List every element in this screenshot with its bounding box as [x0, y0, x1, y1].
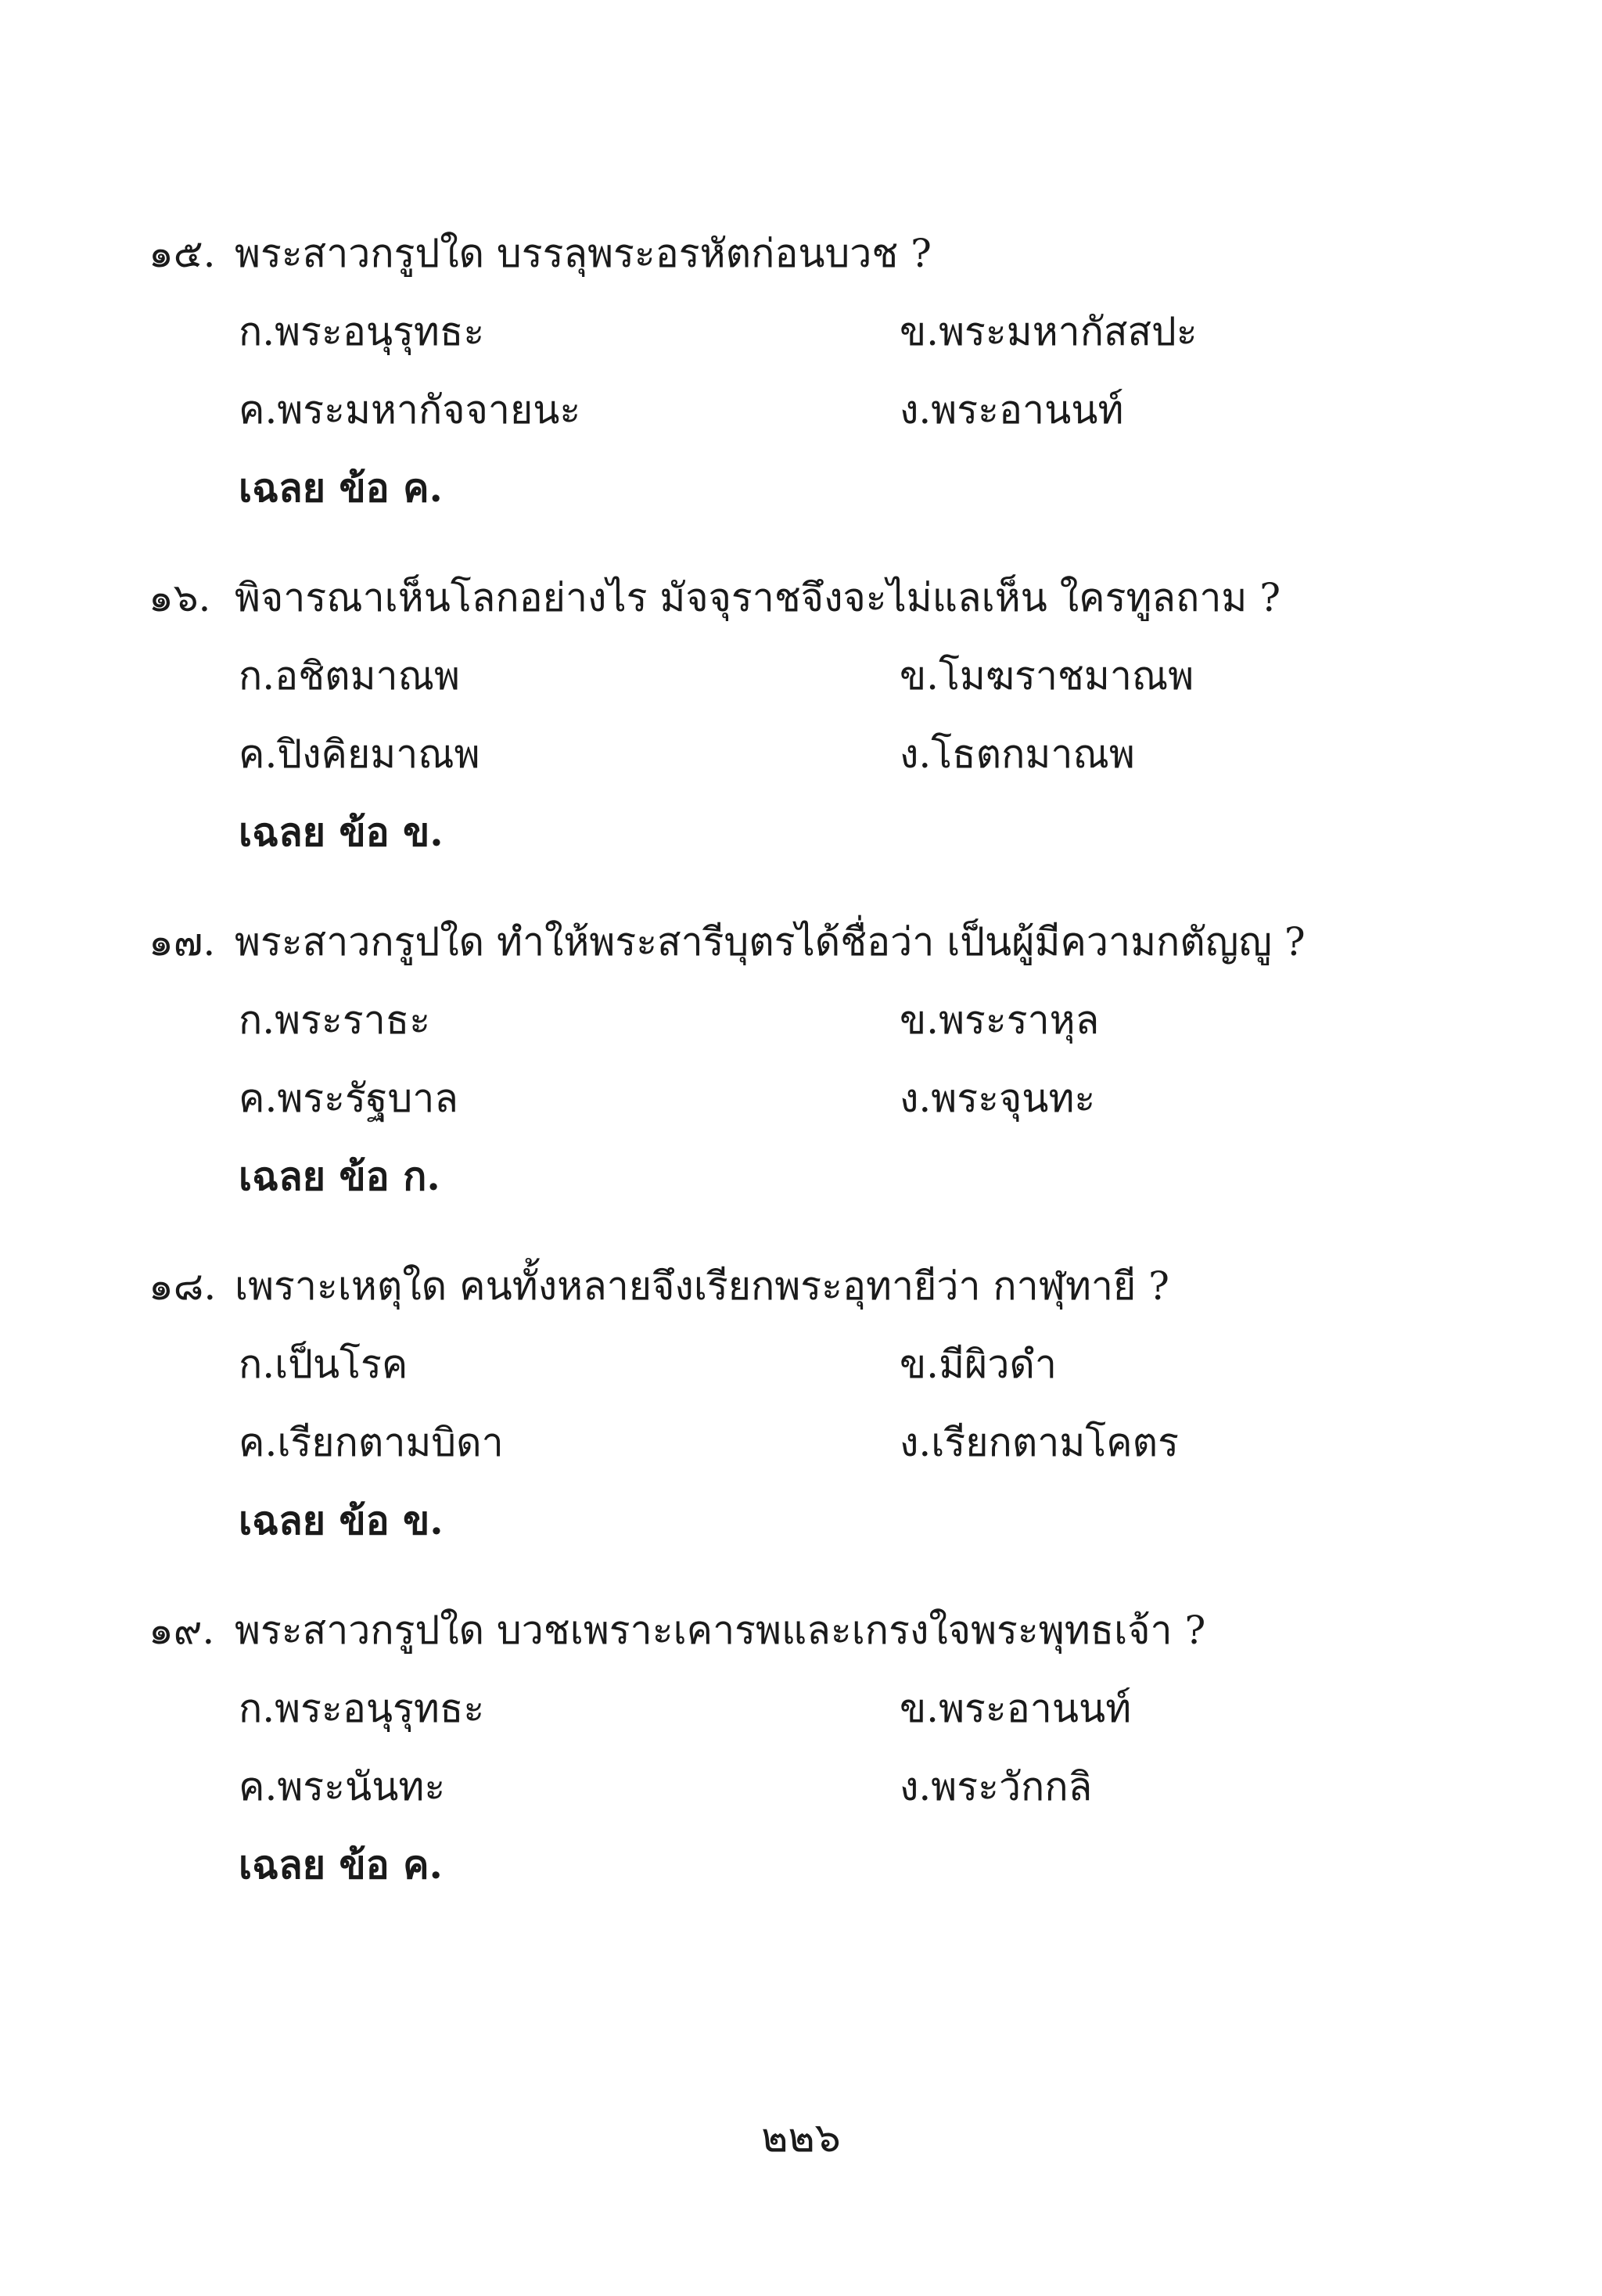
option-b: ข.มีผิวดำ — [900, 1342, 1057, 1387]
option-row — [149, 1756, 1478, 1834]
question-number: ๑๖. — [149, 575, 211, 620]
option-b: ข.โมฆราชมาณพ — [900, 653, 1194, 699]
option-d: ง.เรียกตามโคตร — [900, 1420, 1179, 1465]
question-number: ๑๗. — [149, 919, 216, 965]
question-line — [149, 1256, 1478, 1334]
option-row — [149, 301, 1478, 379]
option-c: ค.พระมหากัจจายนะ — [239, 387, 581, 433]
question-text: เพราะเหตุใด คนทั้งหลายจึงเรียกพระอุทายีว่า กาฬุทายี ? — [235, 1263, 1169, 1309]
question-text: พระสาวกรูปใด บวชเพราะเคารพและเกรงใจพระพุทธเจ้า ? — [235, 1608, 1206, 1653]
option-c: ค.ปิงคิยมาณพ — [239, 731, 480, 777]
answer-line: เฉลย ข้อ ข. — [239, 1497, 444, 1543]
option-row — [149, 1678, 1478, 1756]
question-line — [149, 1600, 1478, 1678]
option-b: ข.พระอานนท์ — [900, 1686, 1132, 1731]
answer-line: เฉลย ข้อ ค. — [239, 1841, 443, 1888]
option-b: ข.พระมหากัสสปะ — [900, 309, 1198, 354]
option-a: ก.พระอนุรุทธะ — [239, 309, 485, 354]
option-c: ค.เรียกตามบิดา — [239, 1420, 504, 1465]
option-b: ข.พระราหุล — [900, 997, 1100, 1043]
option-row — [149, 1334, 1478, 1412]
answer-line: เฉลย ข้อ ก. — [239, 1153, 440, 1199]
question-block — [149, 1600, 1478, 1913]
option-d: ง.พระวักกลิ — [900, 1764, 1093, 1809]
question-number: ๑๘. — [149, 1263, 217, 1309]
question-block — [149, 911, 1478, 1224]
option-c: ค.พระนันทะ — [239, 1764, 446, 1809]
question-text: พระสาวกรูปใด ทำให้พระสารีบุตรได้ชื่อว่า เป็นผู้มีความกตัญญู ? — [235, 919, 1306, 965]
option-a: ก.พระราธะ — [239, 997, 431, 1043]
question-block — [149, 1256, 1478, 1568]
option-row — [149, 990, 1478, 1068]
question-line — [149, 567, 1478, 645]
option-a: ก.อชิตมาณพ — [239, 653, 460, 699]
option-row — [149, 1068, 1478, 1146]
question-text: พระสาวกรูปใด บรรลุพระอรหัตก่อนบวช ? — [235, 231, 932, 276]
question-number: ๑๕. — [149, 231, 216, 276]
option-row — [149, 379, 1478, 458]
option-c: ค.พระรัฐบาล — [239, 1076, 458, 1121]
option-a: ก.พระอนุรุทธะ — [239, 1686, 485, 1731]
option-row — [149, 645, 1478, 724]
option-a: ก.เป็นโรค — [239, 1342, 408, 1387]
page-number: ๒๒๖ — [761, 2115, 841, 2161]
question-block — [149, 567, 1478, 880]
option-row — [149, 1412, 1478, 1490]
option-d: ง.พระอานนท์ — [900, 387, 1124, 433]
question-number: ๑๙. — [149, 1608, 215, 1653]
question-text: พิจารณาเห็นโลกอย่างไร มัจจุราชจึงจะไม่แลเห็น ใครทูลถาม ? — [235, 575, 1281, 620]
option-d: ง.โธตกมาณพ — [900, 731, 1135, 777]
option-row — [149, 724, 1478, 802]
option-d: ง.พระจุนทะ — [900, 1076, 1096, 1121]
answer-line: เฉลย ข้อ ข. — [239, 809, 444, 855]
answer-line: เฉลย ข้อ ค. — [239, 465, 443, 511]
question-block — [149, 223, 1478, 536]
question-line — [149, 911, 1478, 990]
question-line — [149, 223, 1478, 301]
